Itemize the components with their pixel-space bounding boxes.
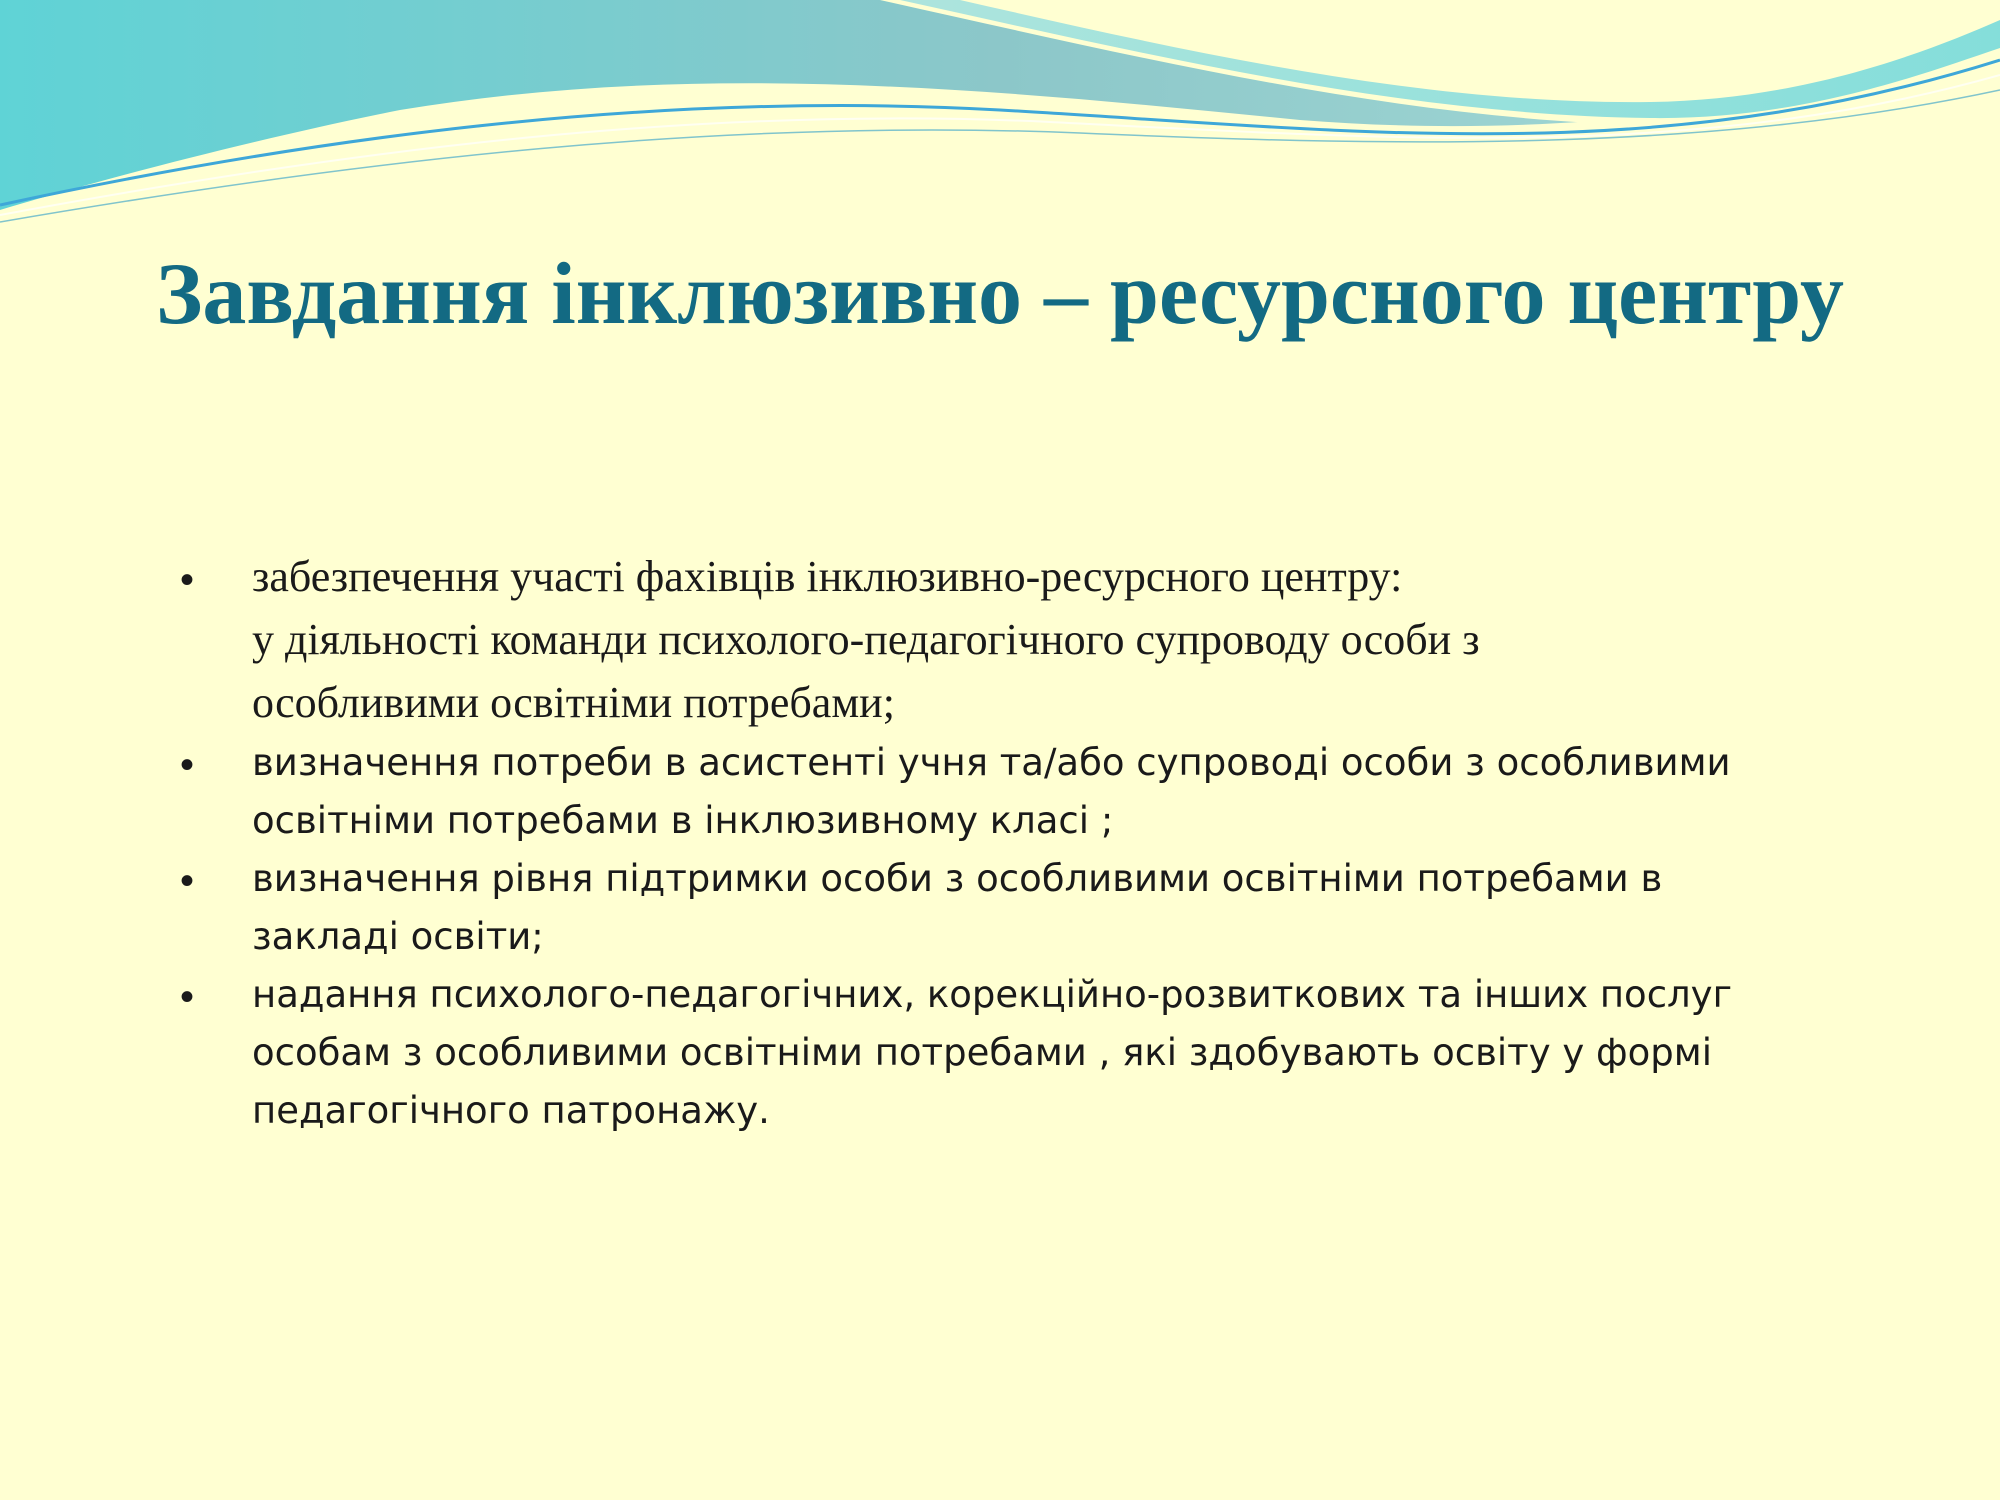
bullet-dot: • bbox=[180, 975, 195, 1019]
list-item bbox=[170, 734, 1890, 850]
bullet-line: визначення потреби в асистенті учня та/або супроводі особи з особливими bbox=[252, 741, 1731, 784]
slide-title: Завдання інклюзивно – ресурсного центру bbox=[155, 246, 1845, 343]
bullet-line: освітніми потребами в інклюзивному класі ; bbox=[252, 799, 1114, 842]
bullet-line: забезпечення участі фахівців інклюзивно-ресурсного центру: bbox=[252, 552, 1403, 601]
bullet-line: особливими освітніми потребами; bbox=[252, 678, 895, 727]
list-item bbox=[170, 966, 1890, 1140]
bullet-dot: • bbox=[180, 859, 195, 903]
bullet-line: закладі освіти; bbox=[252, 915, 544, 958]
list-item bbox=[170, 545, 1890, 734]
bullet-dot: • bbox=[180, 743, 195, 787]
bullet-line: визначення рівня підтримки особи з особливими освітніми потребами в bbox=[252, 857, 1663, 900]
bullet-line: педагогічного патронажу. bbox=[252, 1089, 770, 1132]
list-item bbox=[170, 850, 1890, 966]
bullet-dot: • bbox=[180, 558, 195, 602]
bullet-line: надання психолого-педагогічних, корекційно-розвиткових та інших послуг bbox=[252, 973, 1733, 1016]
bullet-line: у діяльності команди психолого-педагогічного супроводу особи з bbox=[252, 615, 1480, 664]
decorative-wave-header bbox=[0, 0, 2000, 240]
bullet-line: особам з особливими освітніми потребами , які здобувають освіту у формі bbox=[252, 1031, 1712, 1074]
bullet-list bbox=[170, 545, 1890, 1140]
